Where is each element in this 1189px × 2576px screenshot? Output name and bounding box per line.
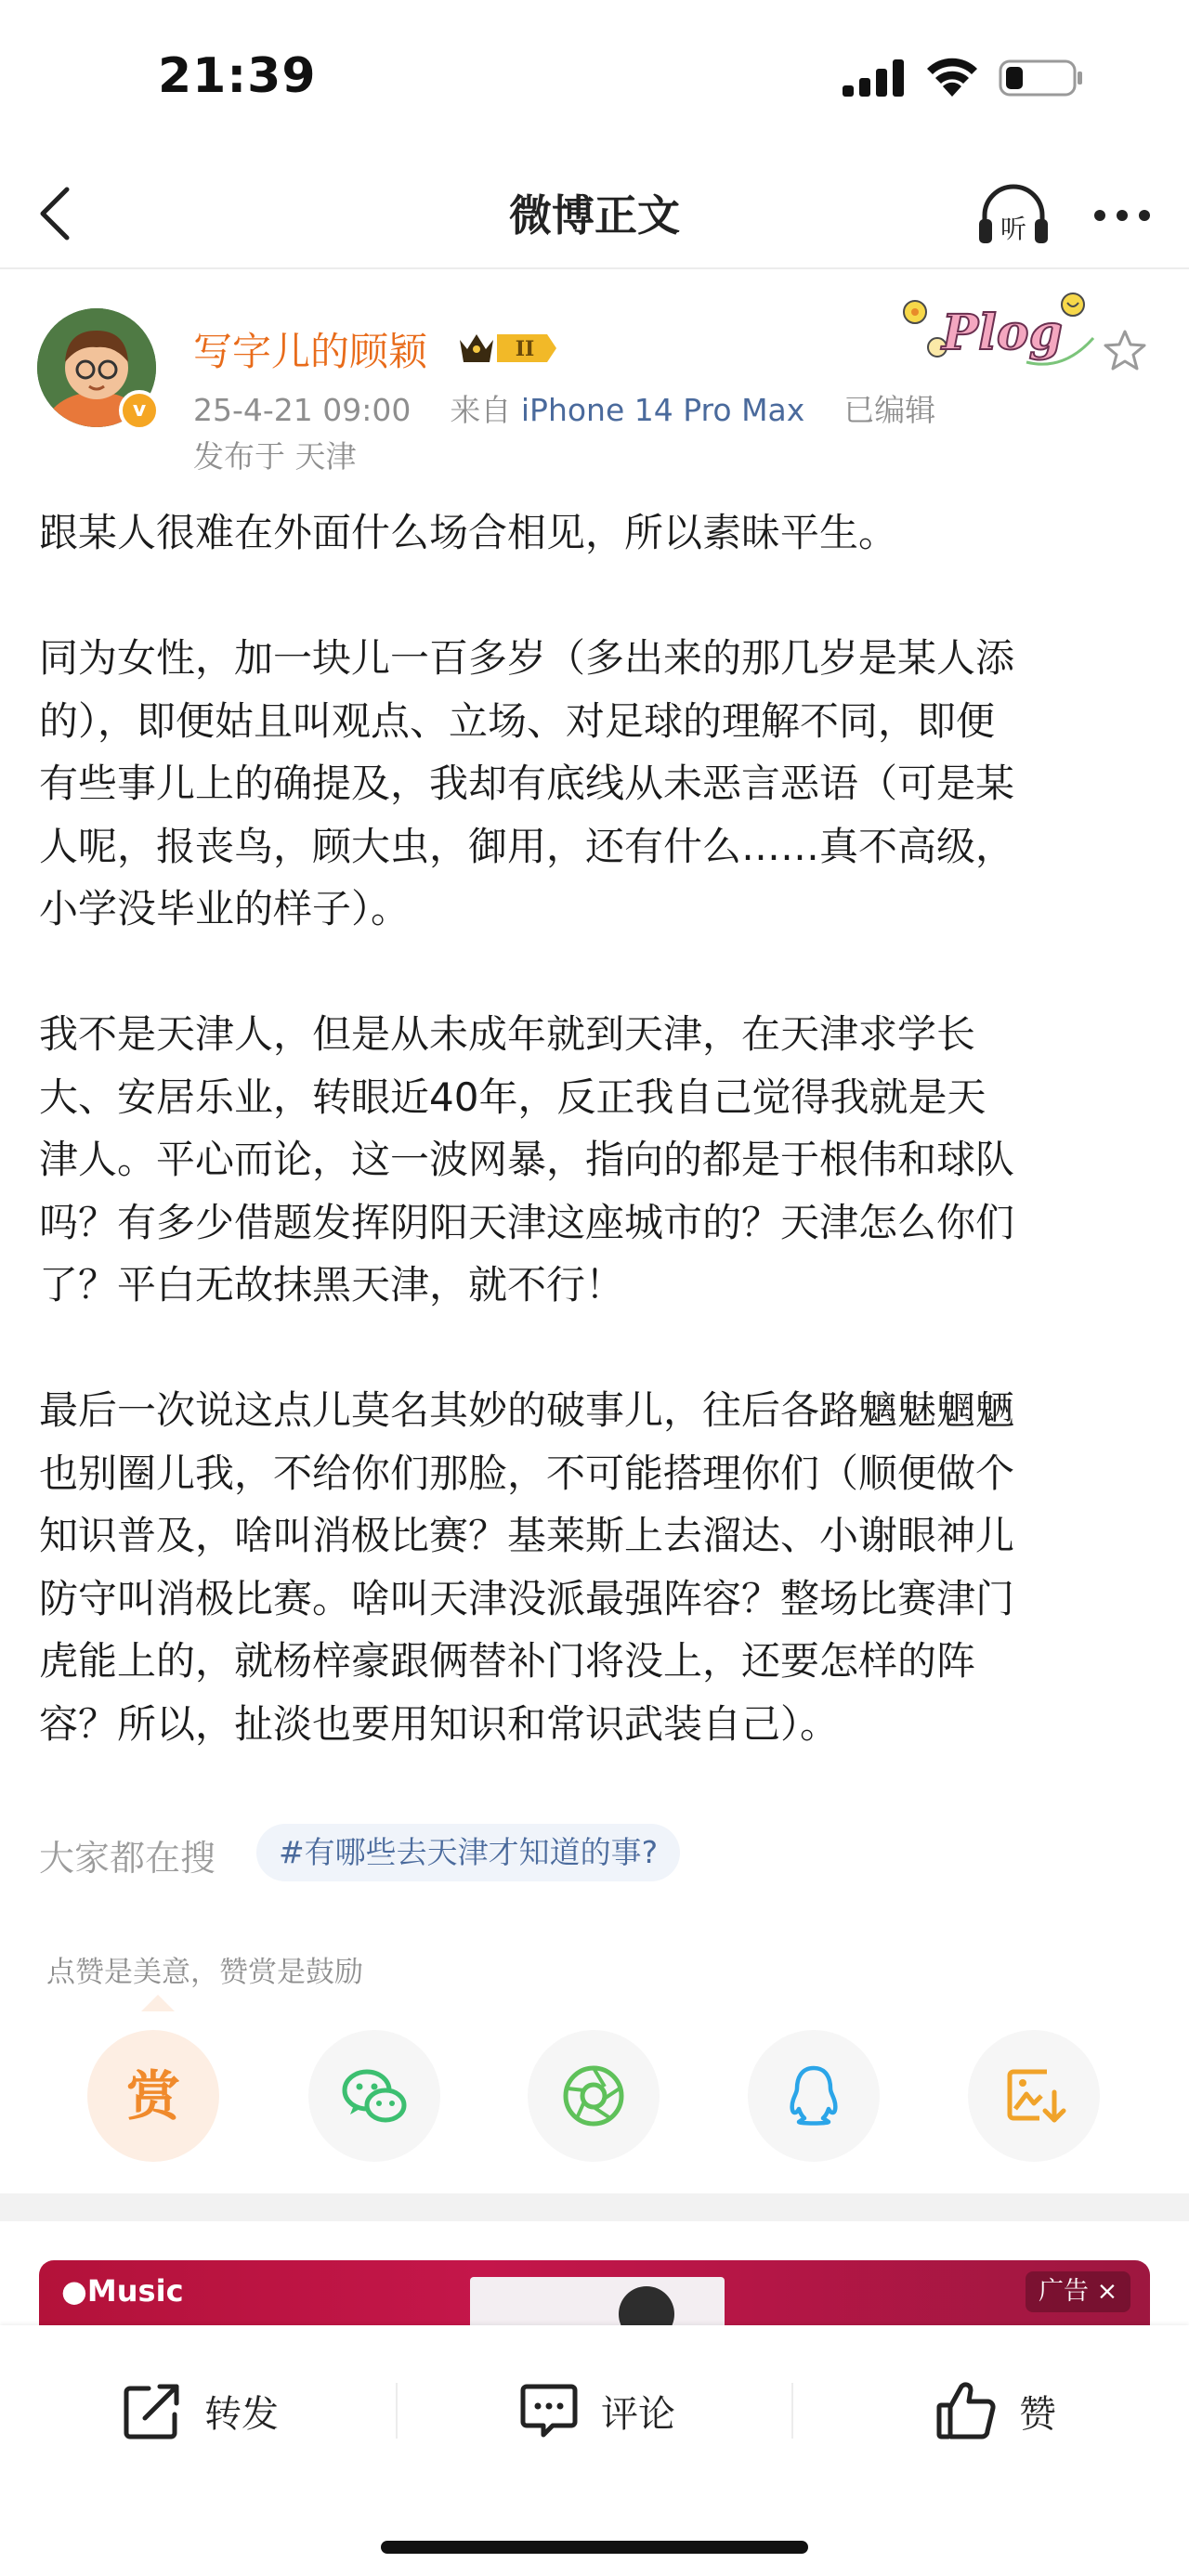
ad-brand-text: Music — [86, 2273, 184, 2309]
post-content — [39, 501, 1154, 1755]
favorite-star-icon[interactable] — [1102, 327, 1148, 373]
trending-topic-tag[interactable]: #有哪些去天津才知道的事? — [256, 1824, 680, 1881]
ad-label[interactable] — [1026, 2271, 1130, 2312]
home-indicator[interactable] — [381, 2541, 808, 2554]
listen-headphones-icon[interactable] — [975, 178, 1052, 253]
repost-icon — [119, 2377, 186, 2444]
ad-poster-image — [470, 2277, 725, 2325]
plog-sticker — [887, 282, 1103, 375]
bottom-action-bar — [0, 2325, 1189, 2576]
trending-label: 大家都在搜 — [39, 1838, 216, 1879]
ad-banner[interactable] — [39, 2260, 1150, 2325]
post-meta — [193, 386, 935, 430]
member-level-text: II — [515, 337, 535, 361]
more-options-icon[interactable] — [1085, 178, 1159, 253]
wifi-icon — [924, 56, 980, 98]
comment-icon — [516, 2377, 582, 2444]
apple-logo-icon: ● — [61, 2273, 87, 2309]
reward-hint-pointer — [141, 1995, 175, 2011]
save-image-icon — [997, 2059, 1071, 2133]
thumbs-up-icon — [934, 2377, 1000, 2444]
post-source-device[interactable]: iPhone 14 Pro Max — [520, 392, 805, 428]
post-date: 25-4-21 09:00 — [193, 392, 412, 428]
ad-label-text: 广告 — [1039, 2277, 1089, 2306]
qq-icon — [777, 2059, 851, 2133]
verified-badge: v — [119, 390, 160, 431]
page-title: 微博正文 — [509, 190, 680, 241]
comment-button[interactable] — [516, 2372, 675, 2450]
share-qq-button[interactable] — [748, 2030, 880, 2162]
share-moments-button[interactable] — [528, 2030, 660, 2162]
post-source-prefix: 来自 — [450, 392, 512, 428]
close-icon[interactable]: × — [1096, 2277, 1118, 2306]
comment-label: 评论 — [601, 2392, 675, 2436]
repost-label: 转发 — [204, 2392, 279, 2436]
edited-label[interactable]: 已编辑 — [843, 392, 936, 428]
bottom-separator — [396, 2383, 398, 2439]
wechat-icon — [337, 2059, 412, 2133]
share-wechat-button[interactable] — [308, 2030, 440, 2162]
author-name[interactable]: 写字儿的顾颖 — [193, 329, 428, 374]
like-label: 赞 — [1019, 2392, 1056, 2436]
reward-label: 赏 — [125, 2064, 180, 2127]
post-paragraph-1: 跟某人很难在外面什么场合相见，所以素昧平生。 — [39, 510, 898, 555]
nav-bar — [0, 158, 1189, 269]
reward-hint: 点赞是美意，赞赏是鼓励 — [46, 1956, 363, 1989]
post-paragraph-3: 我不是天津人，但是从未成年就到天津，在天津求学长 大、安居乐业，转眼近40年，反正我自己觉得我就是天 津人。平心而论，这一波网暴，指向的都是于根伟和球队 吗？有多少借题发挥阴阳天津这座城市的？天津怎么你们 了？平白无故抹黑天津，就不行！ — [39, 1011, 1015, 1308]
reward-button[interactable] — [87, 2030, 219, 2162]
moments-icon — [556, 2059, 631, 2133]
post-location: 发布于 天津 — [193, 438, 357, 475]
section-divider — [0, 2193, 1189, 2221]
post-paragraph-2: 同为女性，加一块儿一百多岁（多出来的那几岁是某人添 的），即便姑且叫观点、立场、对足球的理解不同，即便 有些事儿上的确提及，我却有底线从未恶言恶语（可是某 人呢，报丧鸟，顾大虫，御用，还有什么……真不高级， 小学没毕业的样子）。 — [39, 635, 1015, 931]
bottom-separator — [791, 2383, 793, 2439]
status-time: 21:39 — [158, 48, 317, 104]
cellular-signal-icon — [841, 58, 909, 98]
listen-label: 听 — [1000, 214, 1027, 244]
post-paragraph-4: 最后一次说这点儿莫名其妙的破事儿，往后各路魑魅魍魉 也别圈儿我，不给你们那脸，不可能搭理你们（顺便做个 知识普及，啥叫消极比赛？基莱斯上去溜达、小谢眼神儿 防守叫消极比赛。啥叫天津没派最强阵容？整场比赛津门 虎能上的，就杨梓豪跟俩替补门将没上，还要怎样的阵 容？所以，扯淡也要用知识和常识武装自己）。 — [39, 1387, 1015, 1747]
save-image-button[interactable] — [968, 2030, 1100, 2162]
ad-brand — [61, 2273, 184, 2309]
battery-icon — [999, 58, 1084, 98]
repost-button[interactable] — [119, 2372, 279, 2450]
ad-poster-portrait — [619, 2286, 674, 2325]
like-button[interactable] — [934, 2372, 1056, 2450]
member-level-badge — [451, 327, 560, 370]
plog-sticker-text: Plog — [942, 305, 1063, 361]
status-bar — [0, 0, 1189, 158]
